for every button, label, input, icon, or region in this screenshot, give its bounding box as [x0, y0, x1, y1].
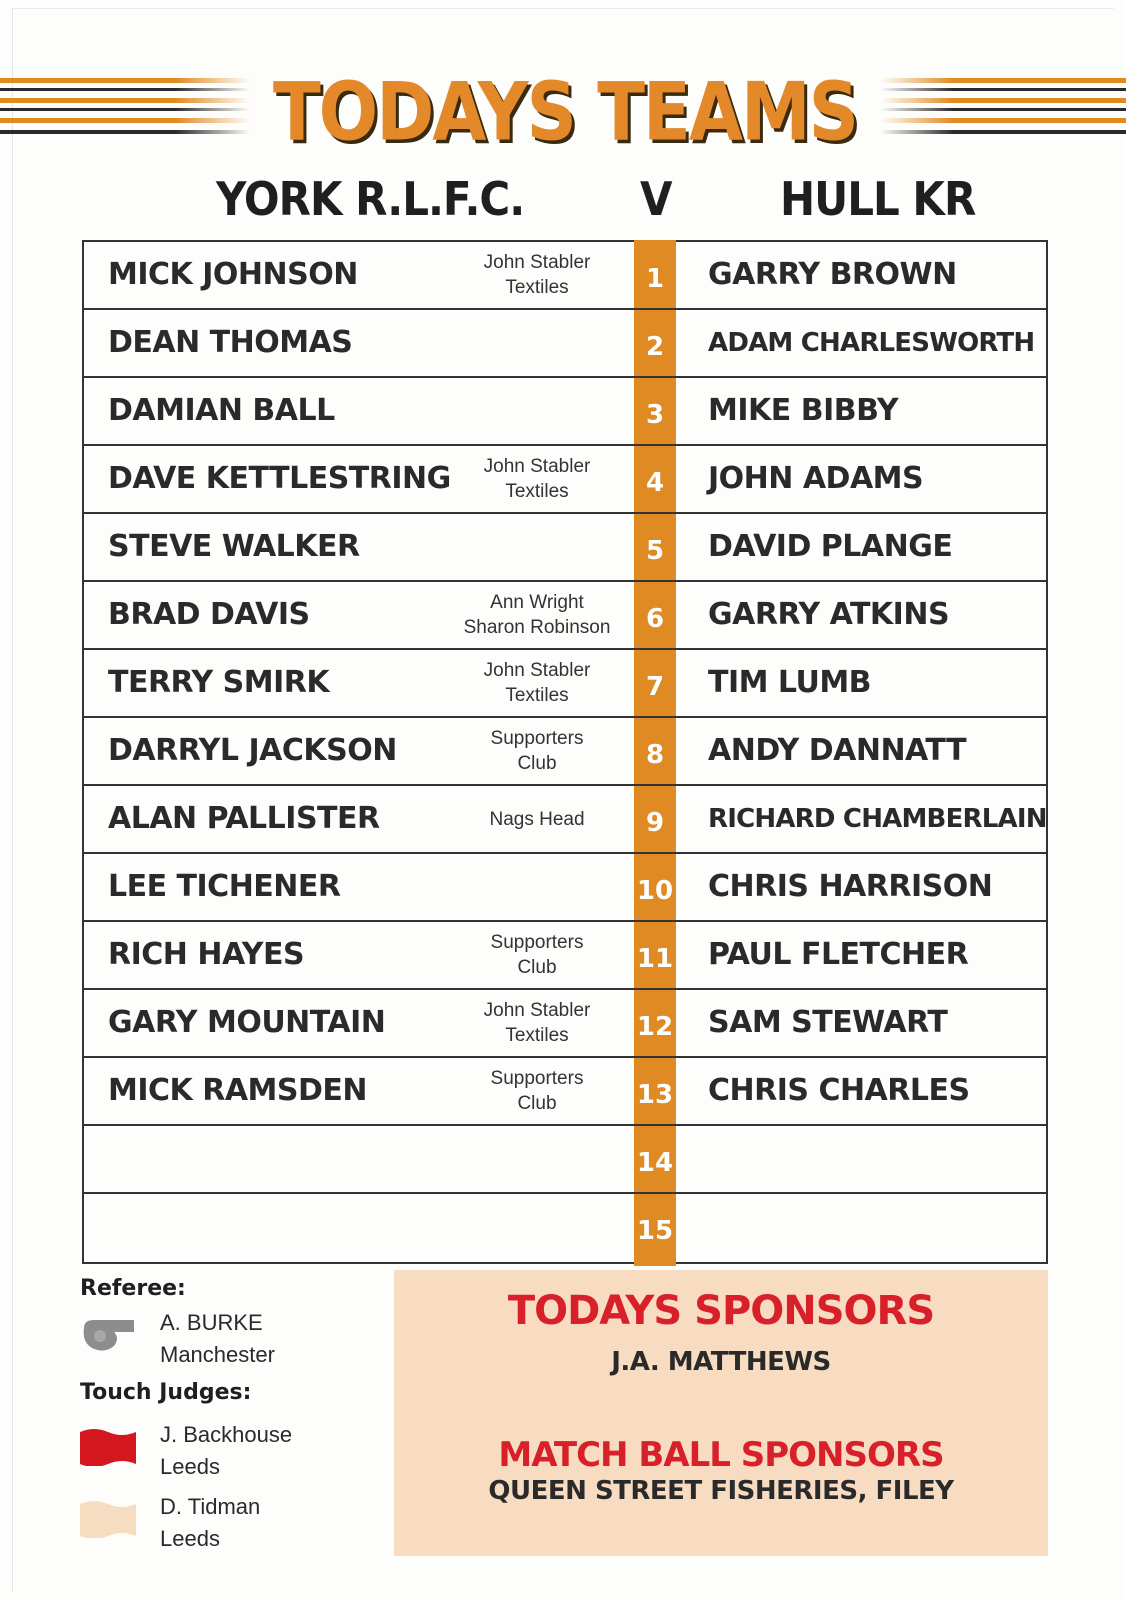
- home-player: STEVE WALKER: [108, 529, 360, 564]
- referee-place: Manchester: [160, 1342, 275, 1367]
- home-player: RICH HAYES: [108, 937, 305, 972]
- home-player: DEAN THOMAS: [108, 325, 353, 360]
- player-sponsor: Supporters Club: [490, 728, 584, 774]
- away-player: ANDY DANNATT: [708, 733, 967, 768]
- home-player: DAMIAN BALL: [108, 393, 335, 428]
- touch-judges-label: Touch Judges:: [80, 1380, 252, 1405]
- shirt-number: 7: [645, 672, 665, 702]
- table-row: [84, 922, 1046, 990]
- shirt-number: 3: [645, 400, 665, 430]
- away-player: TIM LUMB: [708, 665, 872, 700]
- home-player: GARY MOUNTAIN: [108, 1005, 386, 1040]
- table-row: [84, 854, 1046, 922]
- shirt-number: 14: [636, 1148, 674, 1178]
- match-ball-sponsors-name: QUEEN STREET FISHERIES, FILEY: [488, 1476, 954, 1506]
- table-row: [84, 1126, 1046, 1194]
- table-row: [84, 1194, 1046, 1262]
- page-title: TODAYS TEAMS: [272, 64, 858, 160]
- away-player: RICHARD CHAMBERLAIN: [708, 804, 1047, 834]
- shirt-number: 10: [636, 876, 674, 906]
- player-sponsor: [452, 1194, 622, 1260]
- shirt-number: 4: [645, 468, 665, 498]
- away-player: SAM STEWART: [708, 1005, 948, 1040]
- table-row: [84, 650, 1046, 718]
- shirt-number: 13: [636, 1080, 674, 1110]
- player-sponsor: [452, 1126, 622, 1192]
- shirt-number: 6: [645, 604, 665, 634]
- header-stripes-left: [0, 74, 250, 146]
- table-row: [84, 446, 1046, 514]
- shirt-number: 1: [645, 264, 665, 294]
- away-player: CHRIS CHARLES: [708, 1073, 970, 1108]
- away-player: CHRIS HARRISON: [708, 869, 993, 904]
- player-sponsor: John Stabler Textiles: [483, 456, 591, 502]
- touch-judge-2-place: Leeds: [160, 1526, 220, 1551]
- away-player: PAUL FLETCHER: [708, 937, 969, 972]
- player-sponsor: Supporters Club: [490, 1068, 584, 1114]
- home-player: DARRYL JACKSON: [108, 733, 397, 768]
- player-sponsor: Nags Head: [489, 808, 585, 830]
- table-row: [84, 378, 1046, 446]
- home-team-heading: YORK R.L.F.C.: [216, 172, 525, 226]
- touch-judge-2-name: D. Tidman: [160, 1494, 261, 1519]
- home-player: BRAD DAVIS: [108, 597, 310, 632]
- home-player: TERRY SMIRK: [108, 665, 330, 700]
- away-player: ADAM CHARLESWORTH: [708, 328, 1035, 358]
- table-row: [84, 718, 1046, 786]
- home-player: ALAN PALLISTER: [108, 801, 380, 836]
- table-row: [84, 310, 1046, 378]
- home-player: LEE TICHENER: [108, 869, 341, 904]
- player-sponsor: Ann Wright Sharon Robinson: [463, 592, 611, 638]
- referee-name: A. BURKE: [160, 1310, 263, 1335]
- player-sponsor: [452, 378, 622, 444]
- shirt-number: 12: [636, 1012, 674, 1042]
- shirt-number: 2: [645, 332, 665, 362]
- todays-sponsors-name: J.A. MATTHEWS: [611, 1347, 831, 1377]
- red-flag-icon: [80, 1426, 136, 1466]
- home-player: DAVE KETTLESTRING: [108, 461, 451, 496]
- versus-heading: V: [640, 172, 672, 226]
- referee-label: Referee:: [80, 1276, 186, 1301]
- shirt-number: 9: [645, 808, 665, 838]
- player-sponsor: [452, 310, 622, 376]
- player-sponsor: Supporters Club: [490, 932, 584, 978]
- away-player: JOHN ADAMS: [708, 461, 924, 496]
- peach-flag-icon: [80, 1498, 136, 1538]
- away-team-heading: HULL KR: [780, 172, 976, 226]
- match-ball-sponsors-title: MATCH BALL SPONSORS: [498, 1435, 944, 1475]
- table-row: [84, 1058, 1046, 1126]
- table-row: [84, 242, 1046, 310]
- away-player: MIKE BIBBY: [708, 393, 899, 428]
- todays-sponsors-title: TODAYS SPONSORS: [507, 1288, 935, 1334]
- player-sponsor: [452, 854, 622, 920]
- home-player: MICK JOHNSON: [108, 257, 358, 292]
- player-sponsor: John Stabler Textiles: [483, 1000, 591, 1046]
- header-stripes-right: [880, 74, 1126, 146]
- player-sponsor: [452, 514, 622, 580]
- table-row: [84, 786, 1046, 854]
- sponsors-box: [394, 1270, 1048, 1556]
- player-sponsor: John Stabler Textiles: [483, 660, 591, 706]
- shirt-number: 15: [636, 1216, 674, 1246]
- away-player: GARRY ATKINS: [708, 597, 950, 632]
- team-sheet: [82, 240, 1048, 1264]
- touch-judge-1-name: J. Backhouse: [160, 1422, 293, 1447]
- table-row: [84, 582, 1046, 650]
- shirt-number: 5: [645, 536, 665, 566]
- player-sponsor: John Stabler Textiles: [483, 252, 591, 298]
- home-player: MICK RAMSDEN: [108, 1073, 368, 1108]
- touch-judge-1-place: Leeds: [160, 1454, 220, 1479]
- away-player: GARRY BROWN: [708, 257, 957, 292]
- shirt-number: 8: [645, 740, 665, 770]
- shirt-number: 11: [636, 944, 674, 974]
- table-row: [84, 514, 1046, 582]
- whistle-icon: [80, 1318, 138, 1352]
- table-row: [84, 990, 1046, 1058]
- away-player: DAVID PLANGE: [708, 529, 953, 564]
